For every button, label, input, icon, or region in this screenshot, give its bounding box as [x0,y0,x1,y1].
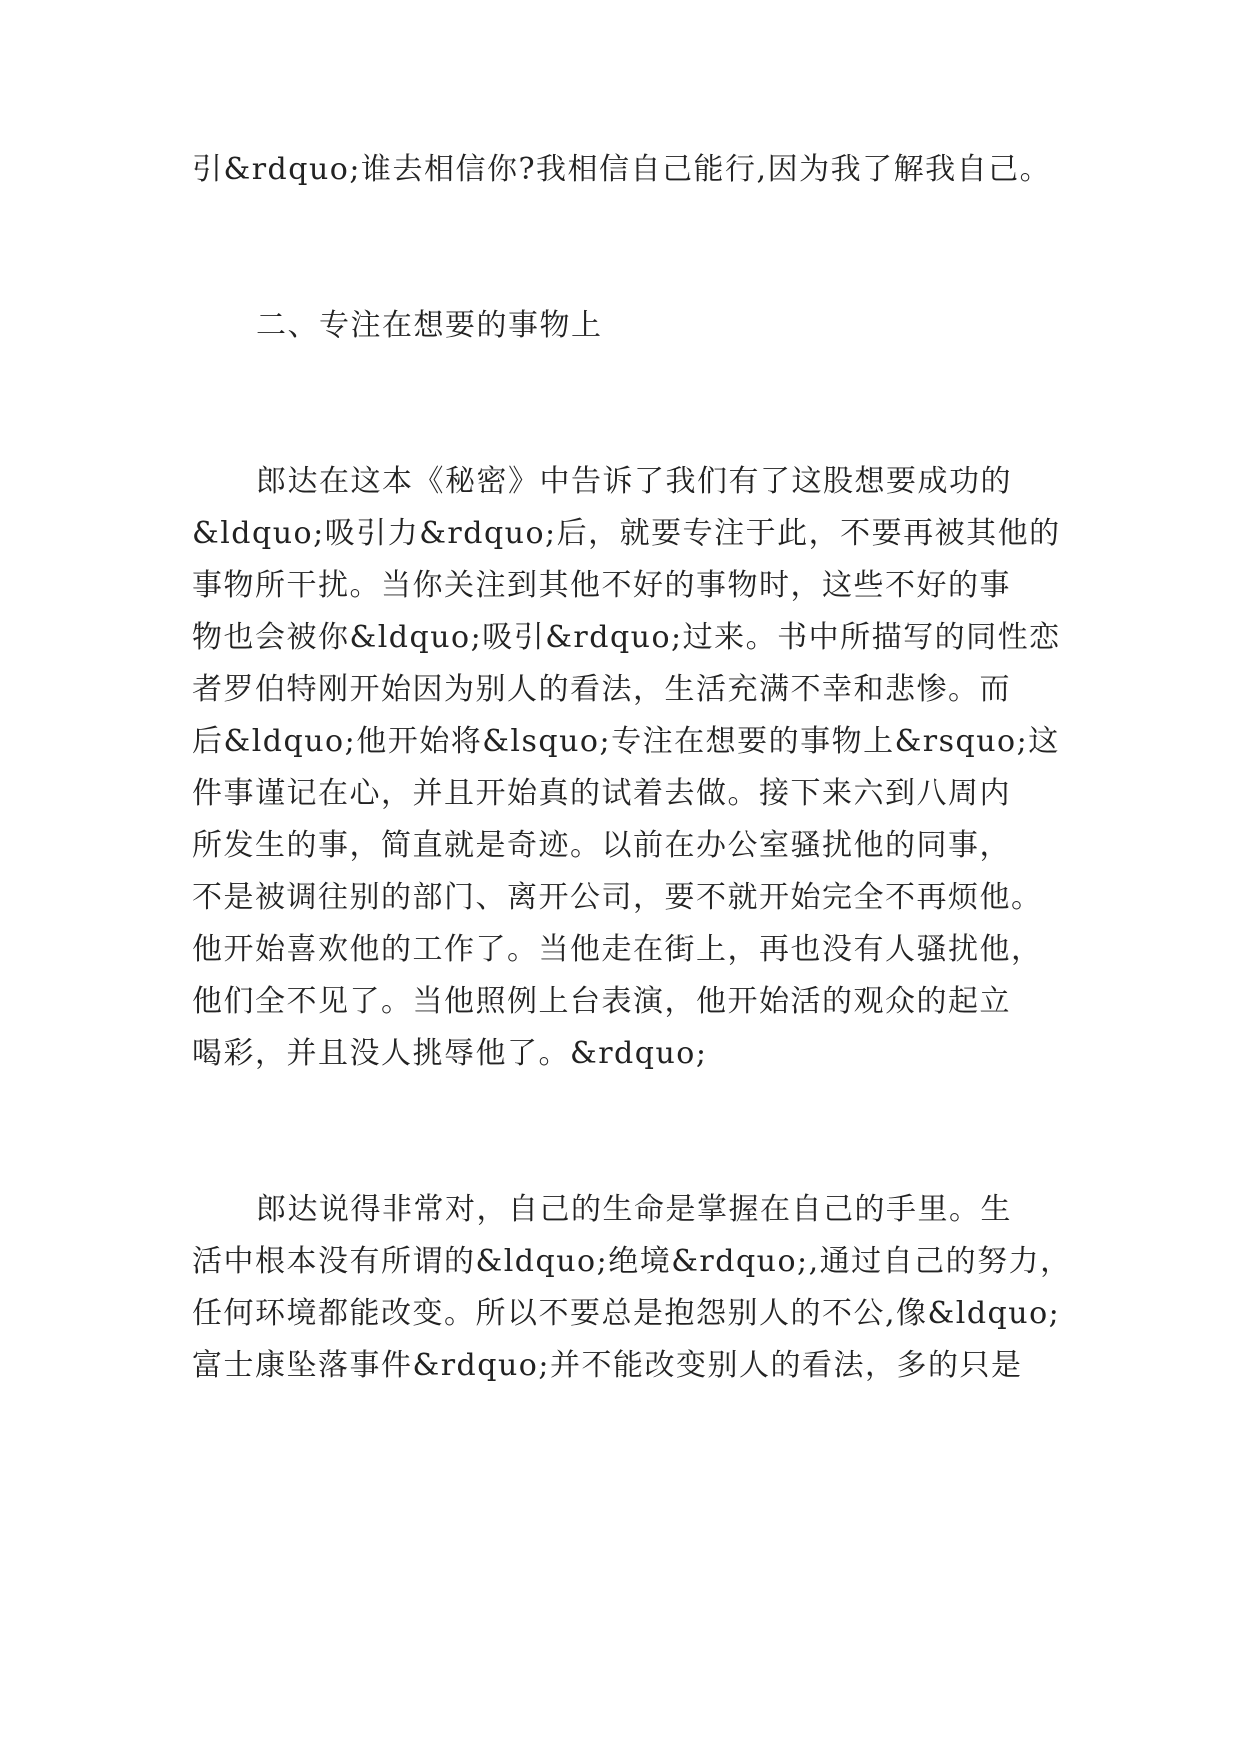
paragraph-3-line-10: 他开始喜欢他的工作了。当他走在街上，再也没有人骚扰他， [192,932,1043,967]
paragraph-3-line-2: &ldquo;吸引力&rdquo;后，就要专注于此，不要再被其他的 [192,516,1061,551]
paragraph-4-line-2: 活中根本没有所谓的&ldquo;绝境&rdquo;,通过自己的努力， [192,1244,1072,1279]
paragraph-3-line-12: 喝彩，并且没人挑辱他了。&rdquo; [192,1036,708,1071]
paragraph-3-line-8: 所发生的事，简直就是奇迹。以前在办公室骚扰他的同事， [192,828,1011,863]
paragraph-3-line-6: 后&ldquo;他开始将&lsquo;专注在想要的事物上&rsquo;这 [192,724,1060,759]
paragraph-3-line-9: 不是被调往别的部门、离开公司，要不就开始完全不再烦他。 [192,880,1043,915]
paragraph-3-line-1: 郎达在这本《秘密》中告诉了我们有了这股想要成功的 [256,464,1012,499]
paragraph-3-line-3: 事物所干扰。当你关注到其他不好的事物时，这些不好的事 [192,568,1011,603]
paragraph-3-line-11: 他们全不见了。当他照例上台表演，他开始活的观众的起立 [192,984,1011,1019]
section-heading: 二、专注在想要的事物上 [256,308,603,343]
paragraph-3-line-4: 物也会被你&ldquo;吸引&rdquo;过来。书中所描写的同性恋 [192,620,1061,655]
paragraph-4-line-4: 富士康坠落事件&rdquo;并不能改变别人的看法，多的只是 [192,1348,1023,1383]
paragraph-4-line-3: 任何环境都能改变。所以不要总是抱怨别人的不公,像&ldquo; [192,1296,1061,1331]
paragraph-4-line-1: 郎达说得非常对，自己的生命是掌握在自己的手里。生 [256,1192,1012,1227]
paragraph-3-line-7: 件事谨记在心，并且开始真的试着去做。接下来六到八周内 [192,776,1011,811]
paragraph-1-line-1: 引&rdquo;谁去相信你?我相信自己能行,因为我了解我自己。 [192,152,1052,187]
paragraph-3-line-5: 者罗伯特刚开始因为别人的看法，生活充满不幸和悲惨。而 [192,672,1011,707]
